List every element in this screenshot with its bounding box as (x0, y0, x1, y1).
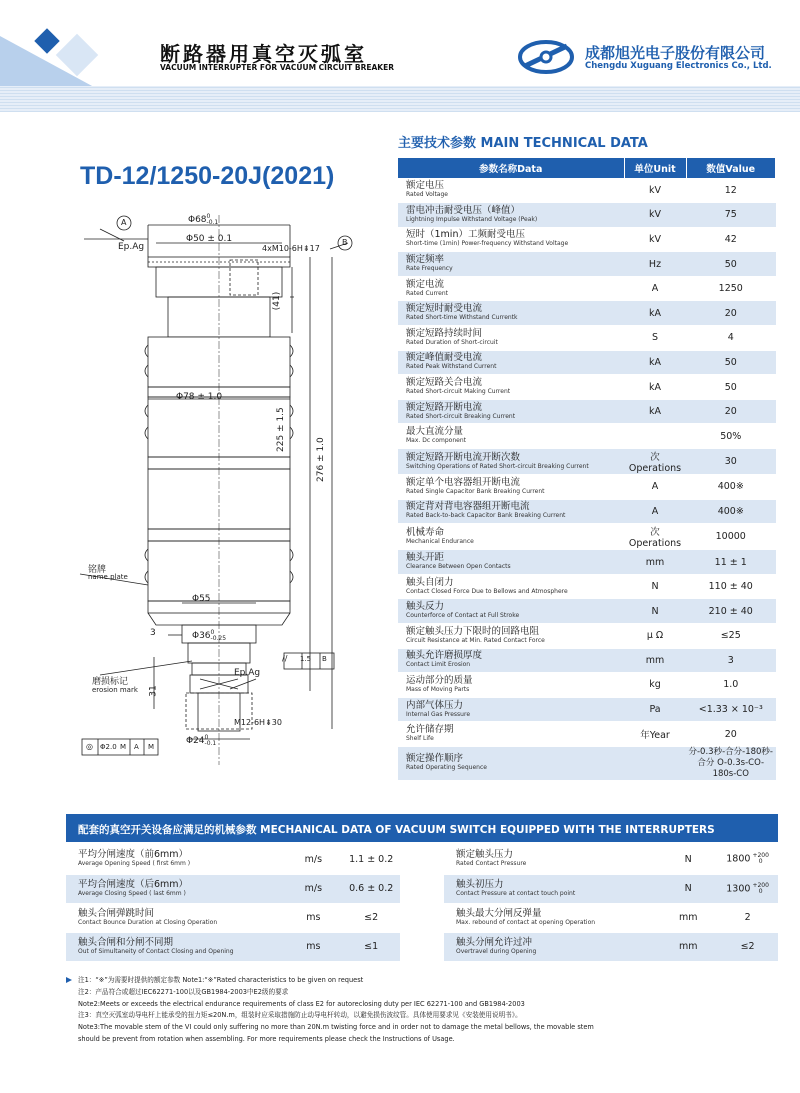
spec-param (398, 475, 624, 500)
spec-value: 42 (686, 227, 776, 252)
spec-value: 1250 (686, 276, 776, 301)
tol-parallel-ref: B (322, 655, 327, 663)
spec-value: 12 (686, 178, 776, 203)
spec-unit: N (624, 599, 686, 624)
spec-param-en: Rated Duration of Short-circuit (406, 338, 498, 346)
spec-param (398, 375, 624, 400)
spec-param (398, 599, 624, 624)
xuguang-logo-icon (515, 36, 577, 78)
mech-param-en: Average Opening Speed ( first 6mm ) (78, 860, 191, 868)
spec-param (398, 424, 624, 449)
spec-param (398, 399, 624, 424)
table-row (444, 903, 778, 932)
spec-param (398, 550, 624, 575)
company-name-en: Chengdu Xuguang Electronics Co., Ltd. (585, 61, 772, 71)
spec-header-value: 数值Value (686, 158, 776, 178)
mech-param-en: Out of Simultaneity of Contact Closing and Opening (78, 947, 234, 955)
tol-concentric-ref: A (134, 743, 139, 751)
dim-phi36: Φ36 0 -0.25 (192, 629, 227, 642)
note-line: should be prevent from rotation when assembling. For more requirements please check the Instructions of Usage. (78, 1034, 455, 1043)
dim-phi50: Φ50 ± 0.1 (186, 234, 233, 244)
spec-param (398, 673, 624, 698)
mech-value-main: 1.1 ± 0.2 (349, 853, 394, 865)
spec-unit (624, 424, 686, 449)
spec-unit: μ Ω (624, 624, 686, 649)
spec-value: 50 (686, 350, 776, 375)
spec-param-en: Mechanical Endurance (406, 537, 474, 545)
mech-param-en: Contact Pressure at contact touch point (456, 889, 576, 897)
spec-value: <1.33 × 10⁻³ (686, 697, 776, 722)
table-row (398, 697, 776, 722)
spec-value: 400※ (686, 499, 776, 524)
table-row (398, 673, 776, 698)
mech-value (342, 932, 400, 961)
spec-param-cn: 额定峰值耐受电流 (406, 352, 483, 364)
mech-param-cn: 触头最大分闸反弹量 (456, 907, 542, 919)
table-row (398, 350, 776, 375)
spec-param-en: Rated Short-time Withstand Currentk (406, 314, 518, 322)
table-row (444, 845, 778, 874)
spec-param-en: Rated Short-circuit Breaking Current (406, 412, 516, 420)
note-line: Note2:Meets or exceeds the electrical endurance requirements of class E2 for autoreclosing duty per IEC 62271-100 and GB1984-2003 (78, 999, 525, 1008)
table-row (398, 227, 776, 252)
mech-param (444, 845, 659, 874)
mech-param-en: Rated Contact Pressure (456, 860, 527, 868)
mech-unit: N (659, 874, 717, 903)
table-row (398, 648, 776, 673)
mech-unit: m/s (284, 845, 342, 874)
dim-phi78: Φ78 ± 1.0 (176, 392, 223, 402)
table-row (66, 932, 400, 961)
table-row (398, 624, 776, 649)
spec-param-en: Clearance Between Open Contacts (406, 563, 511, 571)
table-row (398, 375, 776, 400)
spec-unit: A (624, 276, 686, 301)
spec-value: 400※ (686, 475, 776, 500)
notes (78, 975, 788, 1046)
thread-top: 4xM10-6H⇟17 (262, 244, 320, 253)
spec-param (398, 252, 624, 277)
mech-unit: m/s (284, 874, 342, 903)
table-row (398, 449, 776, 475)
table-row (398, 203, 776, 228)
spec-param-cn: 触头反力 (406, 601, 445, 613)
header-band (0, 86, 800, 112)
thread-bot: M12-6H⇟30 (234, 718, 282, 727)
mech-param (444, 932, 659, 961)
erosion-en: erosion mark (92, 686, 138, 694)
spec-value: 75 (686, 203, 776, 228)
spec-param-en: Shelf Life (406, 735, 434, 743)
mech-value (717, 845, 778, 874)
spec-unit: kV (624, 178, 686, 203)
spec-param-cn: 内部气体压力 (406, 699, 464, 711)
spec-param-en: Contact Limit Erosion (406, 661, 471, 669)
mech-value-main: 2 (744, 912, 751, 923)
mech-param-cn: 额定触头压力 (456, 849, 514, 861)
tol-upper: +200 (752, 852, 769, 860)
spec-param (398, 499, 624, 524)
spec-param-cn: 触头自闭力 (406, 576, 454, 588)
diamond-icon (34, 28, 59, 53)
tol-lower: 0 (758, 858, 763, 866)
dim-276: 276 ± 1.0 (316, 437, 326, 482)
table-row (398, 399, 776, 424)
spec-param (398, 178, 624, 203)
spec-param (398, 449, 624, 475)
spec-param (398, 746, 624, 780)
spec-param-en: Rated Peak Withstand Current (406, 363, 497, 371)
spec-param (398, 203, 624, 228)
table-row (398, 178, 776, 203)
spec-unit: N (624, 574, 686, 599)
note-line: 注1：“※”为需要时提供的额定参数 Note1:“※”Rated characteristics to be given on request (78, 976, 364, 984)
table-row (66, 903, 400, 932)
tol-parallel-symbol: // (282, 654, 288, 663)
table-row (398, 252, 776, 277)
mech-param-cn: 触头初压力 (456, 878, 504, 890)
tol-concentric-value: Φ2.0 (100, 743, 117, 751)
mech-value-tol (752, 853, 768, 865)
spec-param-cn: 额定单个电容器组开断电流 (406, 476, 521, 488)
spec-param-cn: 允许储存期 (406, 724, 454, 736)
mech-param-cn: 触头分闸允许过冲 (456, 936, 533, 948)
spec-param-en: Mass of Moving Parts (406, 685, 470, 693)
spec-param-cn: 雷电冲击耐受电压（峰值） (406, 204, 521, 216)
mech-unit: mm (659, 903, 717, 932)
mech-value-tol (752, 883, 768, 895)
spec-value: 20 (686, 399, 776, 424)
spec-unit: kA (624, 375, 686, 400)
tol-upper: +200 (752, 881, 769, 889)
spec-unit: kV (624, 203, 686, 228)
spec-param-cn: 额定短路开断电流开断次数 (406, 451, 521, 463)
spec-unit (624, 746, 686, 780)
mech-param-cn: 平均分闸速度（前6mm） (78, 849, 189, 861)
page-title-cn: 断路器用真空灭弧室 (160, 42, 367, 66)
dim-41: (41) (272, 291, 283, 311)
spec-param-cn: 额定短路关合电流 (406, 377, 483, 389)
spec-value: 1.0 (686, 673, 776, 698)
spec-param-en: Rated Back-to-back Capacitor Bank Breaking Current (406, 512, 566, 520)
nameplate-en: name plate (88, 573, 128, 581)
spec-value: 50% (686, 424, 776, 449)
spec-value: 50 (686, 252, 776, 277)
table-row (398, 599, 776, 624)
table-row (398, 276, 776, 301)
spec-unit: kA (624, 399, 686, 424)
spec-param-en: Rate Frequency (406, 265, 453, 273)
spec-unit: Hz (624, 252, 686, 277)
spec-param-cn: 最大直流分量 (406, 426, 464, 438)
spec-value: 4 (686, 326, 776, 351)
mech-unit: N (659, 845, 717, 874)
mech-value (717, 874, 778, 903)
spec-param-cn: 额定背对背电容器组开断电流 (406, 501, 530, 513)
spec-param (398, 227, 624, 252)
spec-unit: mm (624, 550, 686, 575)
table-row (398, 475, 776, 500)
spec-param-en: Counterforce of Contact at Full Stroke (406, 612, 520, 620)
spec-value: 3 (686, 648, 776, 673)
spec-value: 50 (686, 375, 776, 400)
mech-unit: ms (284, 903, 342, 932)
table-row (398, 550, 776, 575)
table-row (66, 845, 400, 874)
spec-param-en: Circuit Resistance at Min. Rated Contact Force (406, 636, 545, 644)
spec-param-cn: 额定短时耐受电流 (406, 303, 483, 315)
tol-lower: 0 (758, 887, 763, 895)
mech-value-main: ≤2 (364, 912, 379, 923)
table-row (398, 524, 776, 550)
table-row (444, 932, 778, 961)
mech-value-main: 0.6 ± 0.2 (349, 883, 394, 894)
mech-param-en: Average Closing Speed ( last 6mm ) (78, 889, 186, 897)
dim-31: 31 (148, 685, 159, 697)
mech-value (717, 932, 778, 961)
spec-param-cn: 短时（1min）工频耐受电压 (406, 229, 525, 241)
erosion-cn: 磨损标记 (92, 677, 129, 687)
spec-value: 10000 (686, 524, 776, 550)
mech-param-cn: 平均合闸速度（后6mm） (78, 878, 189, 890)
table-row (398, 326, 776, 351)
mech-value (342, 874, 400, 903)
table-row (66, 874, 400, 903)
spec-param (398, 648, 624, 673)
spec-param-cn: 额定触头压力下限时的回路电阻 (406, 625, 540, 637)
mech-param-cn: 触头合闸弹跳时间 (78, 907, 155, 919)
spec-param-cn: 额定频率 (406, 254, 445, 266)
mech-param (66, 903, 284, 932)
note-line: 注2：产品符合或超过IEC62271-100以及GB1984-2003中E2级的要求 (78, 987, 289, 996)
datum-a: A (121, 218, 127, 227)
spec-unit: S (624, 326, 686, 351)
mech-table-right (444, 845, 778, 962)
note-line: Note3:The movable stem of the VI could only suffering no more than 20N.m twisting force and in order not to damage the metal bellows, the movable stem (78, 1023, 594, 1032)
ep-bot: Ep.Ag (234, 668, 261, 678)
model-number: TD-12/1250-20J(2021) (80, 162, 335, 190)
note-marker-icon (66, 977, 72, 983)
mech-param-en: Max. rebound of contact at opening Operation (456, 918, 596, 926)
mech-unit: mm (659, 932, 717, 961)
spec-value: 20 (686, 722, 776, 747)
spec-param-cn: 运动部分的质量 (406, 674, 473, 686)
tol-concentric-m1: M (120, 743, 127, 751)
spec-unit: 次 Operations (624, 524, 686, 550)
spec-table (398, 158, 776, 781)
spec-value: 110 ± 40 (686, 574, 776, 599)
spec-param-en: Rated Operating Sequence (406, 764, 487, 772)
spec-param-cn: 额定电压 (406, 180, 445, 192)
spec-param (398, 524, 624, 550)
spec-unit: A (624, 499, 686, 524)
mech-value (342, 845, 400, 874)
ep-top: Ep.Ag (118, 242, 145, 252)
mech-param-en: Overtravel during Opening (456, 947, 537, 955)
spec-value: 分-0.3秒-合分-180秒-合分 O-0.3s-CO-180s-CO (686, 746, 776, 780)
spec-param (398, 326, 624, 351)
spec-header-unit: 单位Unit (624, 158, 686, 178)
table-row (398, 722, 776, 747)
spec-param-cn: 额定操作顺序 (406, 753, 464, 765)
spec-param (398, 350, 624, 375)
spec-param-en: Max. Dc component (406, 437, 466, 445)
spec-param (398, 574, 624, 599)
spec-param-cn: 额定电流 (406, 278, 445, 290)
page-title-en: VACUUM INTERRUPTER FOR VACUUM CIRCUIT BREAKER (160, 63, 394, 72)
spec-param-cn: 额定短路开断电流 (406, 401, 483, 413)
spec-param-cn: 额定短路持续时间 (406, 327, 483, 339)
spec-param-en: Switching Operations of Rated Short-circuit Breaking Current (406, 462, 589, 470)
spec-param-en: Rated Current (406, 289, 449, 297)
tol-parallel-value: 1.5 (300, 655, 312, 663)
dim-phi24: Φ24 0 -0.1 (186, 734, 217, 747)
mech-param-cn: 触头合闸和分闸不同期 (78, 936, 174, 948)
spec-param (398, 697, 624, 722)
spec-param-cn: 触头开距 (406, 552, 445, 564)
mech-value (342, 903, 400, 932)
tol-concentric-symbol: ◎ (86, 742, 93, 751)
table-row (398, 574, 776, 599)
spec-param-en: Internal Gas Pressure (406, 710, 471, 718)
table-row (444, 874, 778, 903)
mech-param (66, 932, 284, 961)
mech-value-main: ≤1 (364, 941, 379, 952)
dim-phi68: Φ68 0 -0.1 (188, 213, 219, 226)
spec-param-en: Contact Closed Force Due to Bellows and Atmosphere (406, 587, 568, 595)
nameplate-cn: 铭牌 (88, 565, 107, 575)
spec-value: 30 (686, 449, 776, 475)
dim-phi55: Φ55 (192, 594, 211, 604)
mech-table-left (66, 845, 400, 962)
spec-param-cn: 触头允许磨损厚度 (406, 650, 483, 662)
mech-value (717, 903, 778, 932)
spec-param (398, 722, 624, 747)
datum-b: B (342, 238, 348, 247)
spec-param (398, 276, 624, 301)
mech-param (444, 903, 659, 932)
spec-param-en: Short-time (1min) Power-frequency Withstand Voltage (406, 240, 569, 248)
spec-value: 210 ± 40 (686, 599, 776, 624)
spec-value: ≤25 (686, 624, 776, 649)
spec-unit: Pa (624, 697, 686, 722)
table-row (398, 301, 776, 326)
table-row (398, 499, 776, 524)
mech-param-en: Contact Bounce Duration at Closing Operation (78, 918, 218, 926)
spec-param-en: Lightning Impulse Withstand Voltage (Peak) (406, 215, 538, 223)
spec-unit: kA (624, 350, 686, 375)
spec-param-cn: 机械寿命 (406, 526, 445, 538)
mech-param (66, 874, 284, 903)
mech-value-main: ≤2 (740, 941, 755, 952)
spec-param-en: Rated Voltage (406, 191, 448, 199)
spec-unit: kA (624, 301, 686, 326)
spec-value: 11 ± 1 (686, 550, 776, 575)
tol-concentric-m2: M (148, 743, 155, 751)
spec-unit: 年Year (624, 722, 686, 747)
spec-param (398, 301, 624, 326)
table-row (398, 424, 776, 449)
dim-3: 3 (150, 628, 156, 638)
dim-225: 225 ± 1.5 (276, 407, 286, 452)
mech-param (66, 845, 284, 874)
note-line: 注3：真空灭弧室动导电杆上能承受的扭力矩≤20N.m，组装时应采取措施防止动导电杆转动，以避免损伤波纹管。具体使用要求见《安装使用说明书》。 (78, 1011, 522, 1020)
spec-unit: kV (624, 227, 686, 252)
table-row (398, 746, 776, 780)
spec-section-title: 主要技术参数 MAIN TECHNICAL DATA (398, 136, 648, 151)
spec-param (398, 624, 624, 649)
mech-value-main: 1800 (726, 853, 751, 865)
spec-unit: 次 Operations (624, 449, 686, 475)
spec-param-en: Rated Short-circuit Making Current (406, 388, 511, 396)
mech-param (444, 874, 659, 903)
mech-section-title: 配套的真空开关设备应满足的机械参数 MECHANICAL DATA OF VACUUM SWITCH EQUIPPED WITH THE INTERRUPTERS (66, 814, 778, 842)
company-name-cn: 成都旭光电子股份有限公司 (585, 44, 766, 62)
spec-param-en: Rated Single Capacitor Bank Breaking Current (406, 487, 545, 495)
spec-unit: A (624, 475, 686, 500)
spec-unit: kg (624, 673, 686, 698)
mech-value-main: 1300 (726, 883, 751, 894)
spec-value: 20 (686, 301, 776, 326)
mech-unit: ms (284, 932, 342, 961)
spec-unit: mm (624, 648, 686, 673)
spec-header-data: 参数名称Data (398, 158, 624, 178)
